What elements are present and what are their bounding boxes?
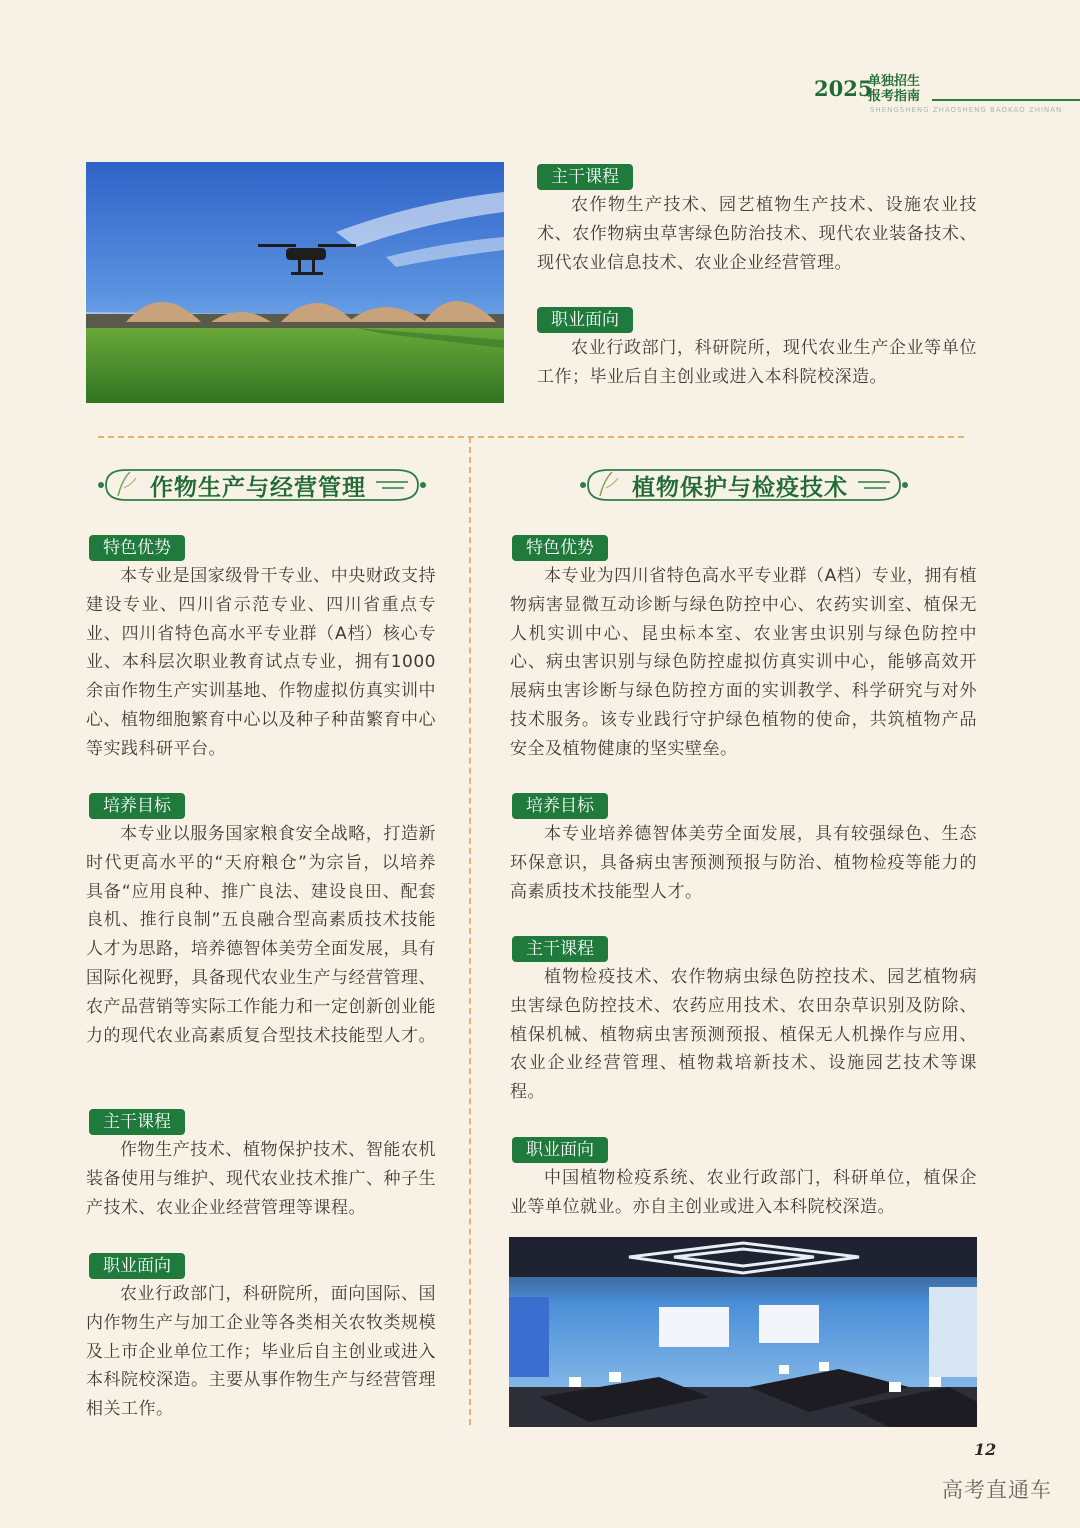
page-number: 12 [974,1440,997,1459]
left-goal-tag: 培养目标 [89,793,185,819]
header-title-line2: 报考指南 [868,89,921,104]
lab-classroom-photo [509,1237,977,1427]
right-career-text: 中国植物检疫系统、农业行政部门，科研单位，植保企业等单位就业。亦自主创业或进入本科院校深造。 [510,1168,977,1217]
right-features-tag: 特色优势 [512,535,608,561]
header-year: 2025 [814,76,873,101]
left-features-tag: 特色优势 [89,535,185,561]
top-career-text: 农业行政部门，科研院所，现代农业生产企业等单位工作；毕业后自主创业或进入本科院校深造。 [537,338,977,387]
left-features-text: 本专业是国家级骨干专业、中央财政支持建设专业、四川省示范专业、四川省重点专业、四川省特色高水平专业群（A档）核心专业、本科层次职业教育试点专业，拥有1000余亩作物生产实训基地、作物虚拟仿真实训中心、植物细胞繁育中心以及种子种苗繁育中心等实践科研平台。 [86,566,436,759]
left-course-tag: 主干课程 [89,1109,185,1135]
top-career-tag: 职业面向 [537,307,633,333]
drone-field-photo [86,162,504,403]
right-features-text: 本专业为四川省特色高水平专业群（A档）专业，拥有植物病害显微互动诊断与绿色防控中心、农药实训室、植保无人机实训中心、昆虫标本室、农业害虫识别与绿色防控中心、病虫害识别与绿色防控虚拟仿真实训中心，能够高效开展病虫害诊断与绿色防控方面的实训教学、科学研究与对外技术服务。该专业践行守护绿色植物的使命，共筑植物产品安全及植物健康的坚实壁垒。 [510,566,977,759]
header-title-line1: 单独招生 [868,74,921,89]
right-goal-tag: 培养目标 [512,793,608,819]
top-course-text: 农作物生产技术、园艺植物生产技术、设施农业技术、农作物病虫草害绿色防治技术、现代农业装备技术、现代农业信息技术、农业企业经营管理。 [537,195,977,273]
left-section-banner [96,466,428,504]
right-career-tag: 职业面向 [512,1137,608,1163]
top-course-tag: 主干课程 [537,164,633,190]
left-career-tag: 职业面向 [89,1253,185,1279]
left-career-text: 农业行政部门，科研院所，面向国际、国内作物生产与加工企业等各类相关农牧类规模及上市企业单位工作；毕业后自主创业或进入本科院校深造。主要从事作物生产与经营管理相关工作。 [86,1284,436,1420]
lab-classroom-illustration [509,1237,977,1427]
header-rule [932,99,1080,101]
header-title [868,74,920,104]
page-header [812,72,1080,118]
left-course-text: 作物生产技术、植物保护技术、智能农机装备使用与维护、现代农业技术推广、种子生产技术、农业企业经营管理等课程。 [86,1140,436,1218]
horizontal-divider [98,436,964,438]
left-section-title: 作物生产与经营管理 [150,474,366,501]
left-goal-text: 本专业以服务国家粮食安全战略，打造新时代更高水平的“天府粮仓”为宗旨，以培养具备“应用良种、推广良法、建设良田、配套良机、推行良制”五良融合型高素质技术技能人才为思路，培养德智体美劳全面发展，具有国际化视野，具备现代农业生产与经营管理、农产品营销等实际工作能力和一定创新创业能力的现代农业高素质复合型技术技能型人才。 [86,824,436,1046]
header-subline: SHENGSHENG ZHAOSHENG BAOKAO ZHINAN [870,106,1063,114]
vertical-divider [469,437,471,1425]
right-goal-text: 本专业培养德智体美劳全面发展，具有较强绿色、生态环保意识，具备病虫害预测预报与防治、植物检疫等能力的高素质技术技能型人才。 [510,824,977,902]
watermark: 高考直通车 [942,1478,1052,1502]
right-section-title: 植物保护与检疫技术 [632,474,848,501]
right-course-tag: 主干课程 [512,936,608,962]
right-course-text: 植物检疫技术、农作物病虫绿色防控技术、园艺植物病虫害绿色防控技术、农药应用技术、农田杂草识别及防除、植保机械、植物病虫害预测预报、植保无人机操作与应用、农业企业经营管理、植物栽培新技术、设施园艺技术等课程。 [510,967,977,1103]
drone-field-illustration [86,162,504,403]
right-section-banner [578,466,910,504]
